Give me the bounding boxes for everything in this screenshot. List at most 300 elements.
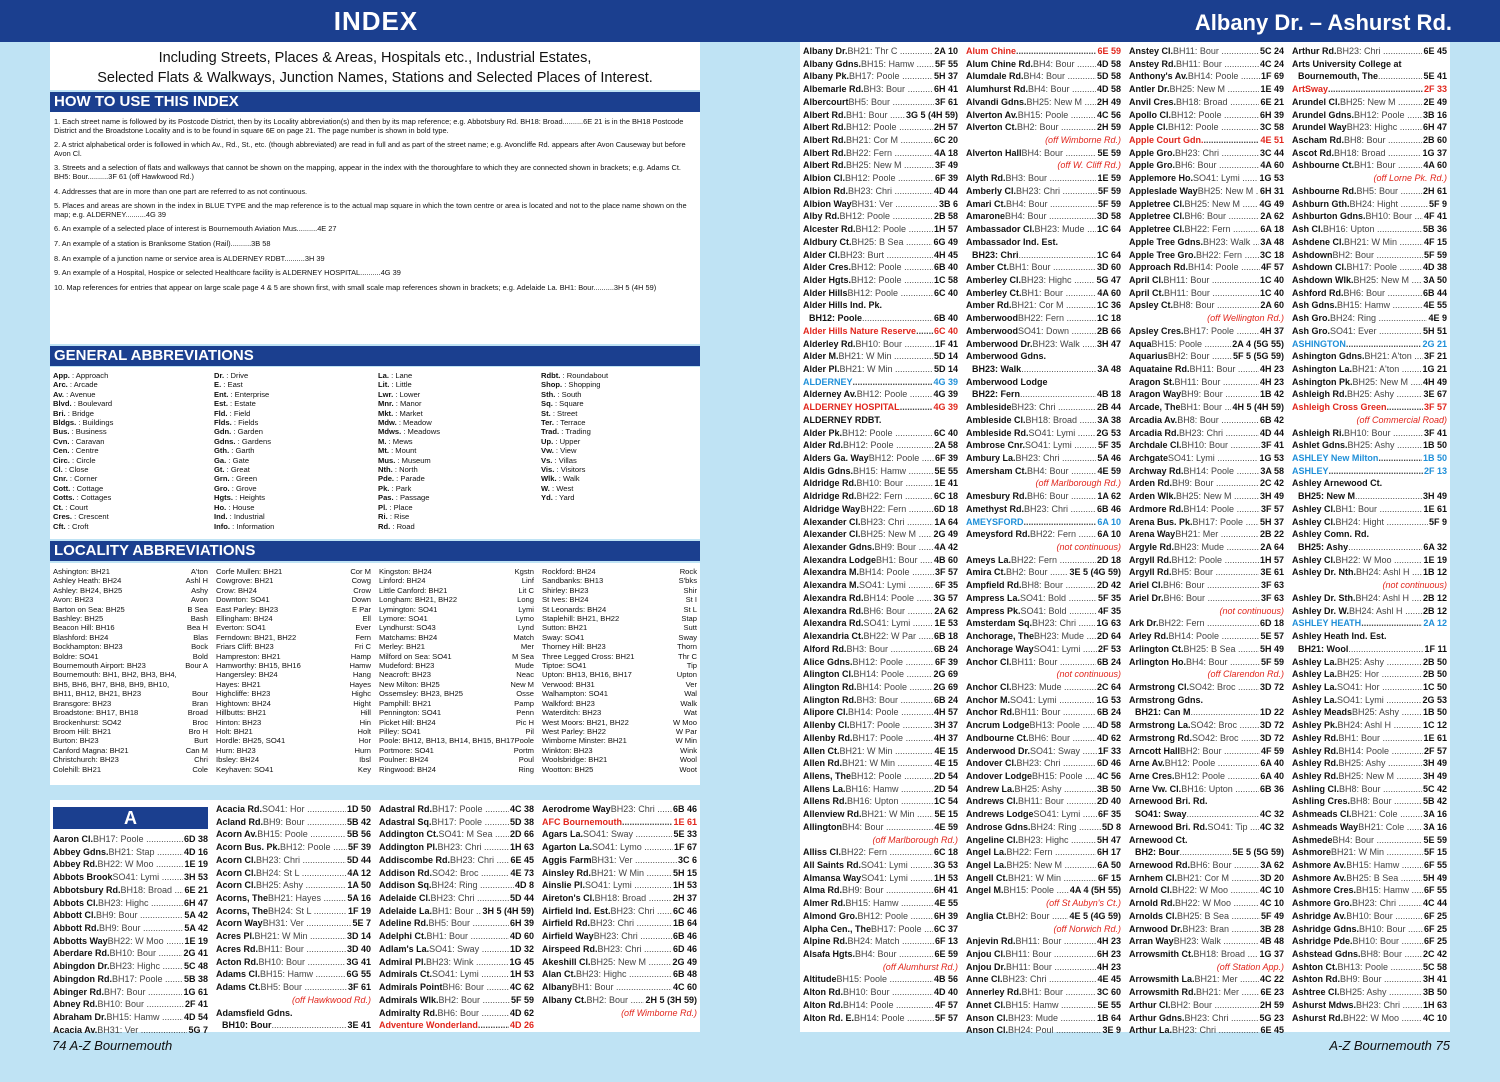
entry-map-ref: 4H 37 <box>1259 325 1284 336</box>
general-abbr-item <box>378 446 528 455</box>
entry-name: Adastral Sq. <box>379 816 432 827</box>
index-entry <box>379 994 534 1007</box>
entry-map-ref: 3H 49 <box>1422 770 1447 781</box>
entry-name: Alington Rd. <box>803 681 857 692</box>
entry-map-ref: 2D 54 <box>933 770 958 781</box>
entry-map-ref: 1B 12 <box>1422 567 1447 578</box>
entry-district: BH23: Chri ..... <box>1032 617 1095 630</box>
entry-district <box>1378 70 1422 83</box>
intro-line-1: Including Streets, Places & Areas, Hospitals etc., Industrial Estates, <box>158 50 592 66</box>
entry-name: Aerodrome Way <box>542 804 611 814</box>
locality-code: Bran <box>191 698 208 708</box>
locality-code: Hamp <box>350 651 371 661</box>
locality-name: Woolsbridge: BH21 <box>542 755 608 765</box>
entry-district: BH21: Mer ..... <box>1175 528 1259 541</box>
index-entry <box>379 956 534 969</box>
entry-name: Alexandra Rd. <box>803 618 864 629</box>
locality-name: Bournemouth Airport: BH23 <box>53 661 146 671</box>
entry-map-ref: 4F 41 <box>1423 211 1447 222</box>
entry-district: BH17: Poole ..... <box>432 803 509 816</box>
general-abbr-item <box>214 465 364 474</box>
index-entry <box>53 960 208 973</box>
entry-name: Adamsfield Gdns. <box>216 1007 293 1018</box>
entry-name: Alder Hgts. <box>803 274 852 285</box>
entry-district: BH23: Chri ..... <box>598 943 672 956</box>
index-entry <box>1129 287 1284 300</box>
entry-name: Argyll Rd. <box>1129 567 1172 578</box>
entry-map-ref: 1B 50 <box>1422 453 1447 463</box>
locality-abbr-item <box>379 623 534 632</box>
general-abbr-item <box>53 484 203 493</box>
entry-name: Ashley Cl. <box>1292 503 1336 514</box>
entry-map-ref: 6C 46 <box>672 905 697 916</box>
index-entry <box>803 338 958 351</box>
index-entry <box>1292 973 1447 986</box>
index-entry <box>966 287 1121 300</box>
entry-name: Arrowsmith Rd. <box>1129 987 1197 998</box>
entry-map-ref: 1B 64 <box>672 918 697 929</box>
index-entry <box>803 198 958 211</box>
entry-map-ref: 4B 60 <box>933 554 958 565</box>
abbr-code: Ct. <box>53 502 64 512</box>
entry-name: Ashley Rd. <box>1292 770 1339 781</box>
entry-name: Alcester Rd. <box>803 224 856 235</box>
locality-abbr-item <box>216 614 371 623</box>
index-entry <box>803 706 958 719</box>
index-entry <box>1292 668 1447 681</box>
index-entry <box>1292 401 1447 414</box>
index-entry <box>803 376 958 389</box>
index-entry <box>1129 147 1284 160</box>
entry-map-ref: 5H 49 <box>1259 643 1284 654</box>
entry-district: BH6: Bour ..... <box>1344 287 1422 300</box>
index-entry <box>1292 859 1447 872</box>
entry-map-ref: 6F 13 <box>934 936 958 947</box>
entry-district: BH21: W Min ..... <box>1331 846 1423 859</box>
entry-name: Alington Rd. <box>803 694 857 705</box>
entry-name: Andover Cl. <box>966 758 1017 769</box>
entry-district: BH12: Poole ..... <box>851 274 933 287</box>
locality-code: Ever <box>355 623 371 633</box>
entry-district: BH14: Poole ..... <box>843 999 934 1012</box>
entry-district: BH22: Fern ..... <box>1196 249 1259 262</box>
index-entry <box>1129 566 1284 579</box>
entry-district: SO41: Lymi ..... <box>432 968 509 981</box>
index-entry <box>966 770 1121 783</box>
entry-name: Alipore Cl. <box>803 707 849 718</box>
index-entry <box>1292 236 1447 249</box>
entry-map-ref: 2C 42 <box>1259 478 1284 489</box>
locality-name: Neacroft: BH23 <box>379 670 431 680</box>
locality-abbr-item <box>542 586 697 595</box>
index-entry <box>1292 261 1447 274</box>
entry-name: Ashmore Av. <box>1292 860 1347 870</box>
entry-map-ref: 4D 16 <box>183 846 208 857</box>
entry-district: BH31: Ver ..... <box>97 1024 187 1037</box>
entry-name: Ashleigh Ri. <box>1292 427 1345 438</box>
entry-district <box>622 816 672 829</box>
locality-abbr-item <box>379 689 534 698</box>
locality-name: Canford Magna: BH21 <box>53 745 129 755</box>
index-entry <box>1292 465 1447 478</box>
abbr-code: Vw. <box>541 446 554 456</box>
entry-map-ref: 1G 53 <box>1259 173 1284 184</box>
index-entry <box>1129 630 1284 643</box>
locality-code: Fri C <box>354 642 371 652</box>
entry-map-ref: 1C 40 <box>1259 274 1284 285</box>
entry-map-ref: 4E 9 <box>1428 313 1447 324</box>
entry-map-ref: 1C 40 <box>1259 287 1284 298</box>
entry-name: BH23: Chri <box>972 249 1019 260</box>
index-entry: (off Wimborne Rd.) <box>621 1007 697 1018</box>
entry-map-ref: 3E 61 <box>1260 567 1284 578</box>
locality-name: Waterditch: BH23 <box>542 708 602 718</box>
entry-district: BH1: Bour ..... <box>1022 986 1096 999</box>
entry-name: Ashley Meads <box>1292 707 1353 718</box>
locality-code: Wat <box>683 708 697 718</box>
index-column <box>216 803 371 1032</box>
index-entry <box>1129 1012 1284 1025</box>
entry-district: BH17: Poole ..... <box>1347 261 1422 274</box>
index-entry <box>1129 299 1284 312</box>
entry-district: BH23: Chri ..... <box>861 516 934 529</box>
entry-map-ref: 5E 15 <box>934 809 958 820</box>
index-entry <box>803 770 958 783</box>
index-entry <box>966 96 1121 109</box>
entry-name: Alder Cl. <box>803 249 841 260</box>
entry-name: Ashmore Cres. <box>1292 885 1357 896</box>
entry-district: BH9: Bour ..... <box>1181 388 1259 401</box>
entry-map-ref: 4H 23 <box>1096 936 1121 947</box>
abbr-code: Flds. <box>214 418 232 428</box>
entry-district: BH14: Poole ..... <box>1169 630 1260 643</box>
entry-name: Aberdare Rd. <box>53 948 110 959</box>
locality-abbr-item <box>379 614 534 623</box>
entry-map-ref: 4E 51 <box>1260 135 1284 146</box>
locality-code: Long <box>517 595 534 605</box>
entry-district: SO41: Ever ..... <box>1330 325 1422 338</box>
index-entry <box>216 917 371 930</box>
general-abbr-item <box>378 456 528 465</box>
index-entry <box>966 643 1121 656</box>
entry-district: BH16: Hamw ..... <box>846 783 933 796</box>
entry-map-ref: 6C 18 <box>933 491 958 502</box>
index-entry <box>966 414 1121 427</box>
entry-district: BH2: Bour ..... <box>587 994 645 1007</box>
index-entry <box>1292 566 1447 579</box>
general-abbr-item <box>53 437 203 446</box>
locality-name: East Parley: BH23 <box>216 604 279 614</box>
entry-name: Agars La. <box>542 829 584 840</box>
entry-name: Alton Rd. <box>803 999 843 1010</box>
entry-district: BH23: Mude ..... <box>1012 681 1096 694</box>
entry-name: Amberwood Lodge <box>966 376 1048 387</box>
entry-map-ref: 5F 59 <box>1097 198 1121 209</box>
entry-map-ref: 6F 55 <box>1423 860 1447 870</box>
locality-abbr-item <box>379 595 534 604</box>
entry-name: Appletree Cl. <box>1129 224 1185 235</box>
entry-district: BH1: Bour ..... <box>1339 732 1423 745</box>
index-entry <box>803 261 958 274</box>
entry-name: Arran Way <box>1129 936 1174 947</box>
entry-name: Ashley Dr. Nth. <box>1292 567 1357 578</box>
entry-district: SO41: Lymi ..... <box>861 859 932 872</box>
index-entry <box>803 70 958 83</box>
entry-district: BH6: Bour ..... <box>1163 579 1260 592</box>
index-entry <box>803 668 958 681</box>
entry-district: SO41: Lymi ..... <box>1029 427 1096 440</box>
entry-district: BH23: Walk ..... <box>1033 338 1096 351</box>
abbr-meaning: : Boulevard <box>71 399 113 409</box>
entry-district: BH13: Poole ..... <box>1338 961 1422 974</box>
index-entry <box>1129 592 1284 605</box>
entry-district: BH1: Bour ..... <box>1354 159 1422 172</box>
entry-district: BH2: Bour ..... <box>1333 249 1423 262</box>
locality-name: Avon: BH23 <box>53 595 94 605</box>
entry-name: Aragon Way <box>1129 389 1182 400</box>
general-abbr-item <box>378 512 528 521</box>
index-entry <box>53 897 208 910</box>
entry-map-ref: 6C 40 <box>933 427 958 438</box>
entry-map-ref: 4D 8 <box>514 880 534 891</box>
entry-map-ref: 5E 59 <box>1423 834 1447 845</box>
locality-abbr-item <box>542 746 697 755</box>
entry-name: Albany Ct. <box>542 994 587 1005</box>
index-entry <box>803 999 958 1012</box>
locality-abbr-item <box>379 718 534 727</box>
entry-district: BH8: Bour ..... <box>1339 783 1422 796</box>
locality-code: Tip <box>686 661 697 671</box>
entry-name: Alder Hills Nature Reserve <box>803 325 917 336</box>
locality-name: Linford: BH24 <box>379 576 426 586</box>
entry-district: BH23: Highc ..... <box>1018 834 1096 847</box>
entry-name: Acacia Rd. <box>216 804 263 814</box>
entry-district: BH6: Bour ..... <box>1164 592 1260 605</box>
locality-code: Rock <box>679 567 697 576</box>
locality-code: Hight <box>353 698 371 708</box>
entry-district: BH16: Upton ..... <box>1181 783 1259 796</box>
entry-district: SO42: Broc ..... <box>432 867 509 880</box>
entry-map-ref: 4E 5 (4G 59) <box>1069 910 1121 921</box>
locality-abbr-item <box>216 633 371 642</box>
abbr-code: Up. <box>541 436 554 446</box>
entry-name: Arnold Cl. <box>1129 885 1172 896</box>
index-entry <box>53 947 208 960</box>
entry-name: Aldridge Rd. <box>803 491 857 502</box>
locality-name: Ellingham: BH24 <box>216 614 273 624</box>
index-entry <box>803 58 958 71</box>
locality-abbr-item <box>53 670 208 679</box>
entry-district: BH23: Mude ..... <box>1035 223 1096 236</box>
locality-abbr-column <box>53 567 208 774</box>
entry-district: BH31: Ver ..... <box>852 198 938 211</box>
index-entry <box>966 694 1121 707</box>
entry-name: BH25: New M <box>1298 491 1356 502</box>
locality-abbr-item <box>216 661 371 670</box>
index-entry <box>966 745 1121 758</box>
entry-name: Amberwood Gdns. <box>966 351 1047 362</box>
index-entry <box>803 757 958 770</box>
entry-name: Ashleigh Cross Green <box>1292 402 1387 413</box>
entry-map-ref: 3E 67 <box>1423 389 1447 400</box>
index-column <box>1129 45 1284 1037</box>
locality-code: Osse <box>516 689 534 699</box>
entry-name: Ashmore Av. <box>1292 872 1347 883</box>
index-entry <box>542 828 697 841</box>
entry-district: BH11: Bour ..... <box>1018 795 1096 808</box>
entry-map-ref: 4E 55 <box>934 898 958 909</box>
entry-map-ref: 4H 23 <box>1096 961 1121 972</box>
index-entry <box>966 999 1121 1012</box>
entry-name: Acorn Cl. <box>216 854 257 865</box>
locality-name: Kingston: BH24 <box>379 567 432 576</box>
entry-district: BH22: W Par ..... <box>864 630 933 643</box>
entry-name: Amberwood <box>966 313 1019 324</box>
entry-district: BH22: W Moo ..... <box>1172 884 1259 897</box>
index-entry: (off Lorne Pk. Rd.) <box>1373 173 1447 184</box>
index-entry <box>1292 490 1447 503</box>
entry-name: Apsley Ct. <box>1129 300 1174 311</box>
entry-district <box>1191 706 1259 719</box>
entry-district: BH15: Poole ..... <box>1004 884 1069 897</box>
entry-district: BH22: Fern ..... <box>1185 223 1260 236</box>
entry-map-ref: 5E 41 <box>1423 71 1447 82</box>
howto-paragraph-6: 6. An example of a selected place of interest is Bournemouth Aviation Mus..........4E 27 <box>54 224 337 234</box>
index-entry <box>542 968 697 981</box>
entry-name: Acland Rd. <box>216 816 264 827</box>
index-entry <box>216 905 371 918</box>
locality-name: West Parley: BH22 <box>542 726 607 736</box>
entry-district <box>862 312 933 325</box>
locality-name: Little Canford: BH21 <box>379 585 448 595</box>
entry-name: Anthony's Av. <box>1129 71 1188 82</box>
entry-district: SO41: Hor ..... <box>262 803 346 816</box>
locality-abbr-item <box>379 746 534 755</box>
entry-map-ref: 3A 16 <box>1423 809 1447 820</box>
index-entry <box>1292 516 1447 529</box>
entry-map-ref: 1C 36 <box>1096 300 1121 311</box>
index-entry <box>966 592 1121 605</box>
entry-name: ASHLEY <box>1292 465 1329 476</box>
entry-name: Allenview Rd. <box>803 809 862 820</box>
abbr-code: Lwr. <box>378 389 394 399</box>
entry-district: BH6: Bour ..... <box>1185 210 1260 223</box>
general-abbr-item <box>214 437 364 446</box>
entry-name: Alder Rd. <box>803 440 844 451</box>
index-entry <box>1129 872 1284 885</box>
index-column <box>379 803 534 1032</box>
entry-name: Agarton La. <box>542 842 593 853</box>
index-entry <box>379 1007 534 1020</box>
entry-map-ref: 4E 73 <box>510 867 534 878</box>
entry-map-ref: 6F 25 <box>1423 936 1447 947</box>
entry-map-ref: 3C 44 <box>1259 147 1284 158</box>
index-entry <box>1129 1024 1284 1037</box>
entry-name: Alumdale Rd. <box>966 71 1024 82</box>
index-entry <box>803 630 958 643</box>
abbr-meaning: : Mount <box>388 446 417 456</box>
index-entry <box>1292 834 1447 847</box>
locality-name: Hillbutts: BH21 <box>216 708 267 718</box>
general-abbr-item <box>53 371 203 380</box>
entry-district: BH21: W Min ..... <box>591 867 672 880</box>
abbr-code: W. <box>541 483 550 493</box>
entry-name: Acres Rd. <box>216 943 259 954</box>
entry-district: BH25: New M ..... <box>1198 185 1259 198</box>
entry-map-ref: 6D 18 <box>933 503 958 514</box>
entry-district: BH18: Broad ..... <box>1334 147 1421 160</box>
entry-name: Arcadia Av. <box>1129 414 1178 425</box>
entry-district: BH23: Chri ..... <box>256 854 346 867</box>
locality-abbr-item <box>542 699 697 708</box>
locality-name: Broadstone: BH17, BH18 <box>53 708 139 718</box>
index-entry <box>379 854 534 867</box>
general-abbr-item <box>378 493 528 502</box>
entry-map-ref: 2B 12 <box>1422 605 1447 616</box>
index-entry <box>966 554 1121 567</box>
entry-name: Ashley Rd. <box>1292 745 1339 756</box>
index-entry <box>803 477 958 490</box>
general-abbr-item <box>541 474 691 483</box>
index-column <box>53 803 208 1037</box>
entry-district: BH17: Poole ..... <box>871 923 933 936</box>
index-entry <box>966 70 1121 83</box>
entry-name: All Saints Rd. <box>803 860 862 870</box>
entry-map-ref: 1D 50 <box>346 804 371 814</box>
index-entry <box>803 986 958 999</box>
entry-map-ref: 2F 33 <box>1423 84 1447 95</box>
entry-district: BH25: B Sea ..... <box>1184 643 1259 656</box>
index-entry <box>379 867 534 880</box>
general-abbr-item <box>214 503 364 512</box>
entry-name: Approach Rd. <box>1129 262 1189 273</box>
general-abbr-item <box>541 493 691 502</box>
index-entry <box>966 401 1121 414</box>
entry-map-ref: 3D 72 <box>1259 720 1284 731</box>
entry-district: SO41: Hor ..... <box>1337 681 1422 694</box>
index-entry <box>1292 325 1447 338</box>
index-entry <box>1129 795 1284 808</box>
entry-district: BH11: Bour ..... <box>1164 287 1259 300</box>
entry-district: BH24: Poul ..... <box>1008 1024 1101 1037</box>
entry-map-ref: 4G 39 <box>933 389 958 400</box>
index-entry <box>1129 325 1284 338</box>
entry-map-ref: 1H 53 <box>672 880 697 891</box>
entry-name: Ashton Rd. <box>1292 974 1340 985</box>
entry-map-ref: 5H 15 <box>672 867 697 878</box>
entry-name: Andrews Lodge <box>966 809 1034 820</box>
entry-map-ref: 6B 36 <box>1259 783 1284 794</box>
locality-code: Bold <box>192 651 208 661</box>
locality-name: Winkton: BH23 <box>542 745 593 755</box>
entry-map-ref: 1C 64 <box>1096 224 1121 235</box>
locality-abbr-item <box>53 586 208 595</box>
entry-district: BH14: Poole ..... <box>859 566 934 579</box>
general-abbr-item <box>214 493 364 502</box>
index-entry <box>1292 694 1447 707</box>
entry-district: BH15: Hamw ..... <box>107 1011 183 1024</box>
entry-map-ref: 5F 9 <box>1428 516 1447 527</box>
entry-district: BH8: Bour ..... <box>1350 795 1422 808</box>
index-entry <box>966 198 1121 211</box>
entry-district: BH8: Bour ..... <box>1177 414 1259 427</box>
locality-name: Verwood: BH31 <box>542 679 595 689</box>
locality-code: Lymi <box>518 604 534 614</box>
entry-map-ref: 5H 47 <box>1096 834 1121 845</box>
entry-name: Abbotsbury Rd. <box>53 884 121 895</box>
entry-map-ref: 6B 48 <box>672 969 697 980</box>
locality-name: Bournemouth: BH1, BH2, BH3, BH4, <box>53 670 177 680</box>
